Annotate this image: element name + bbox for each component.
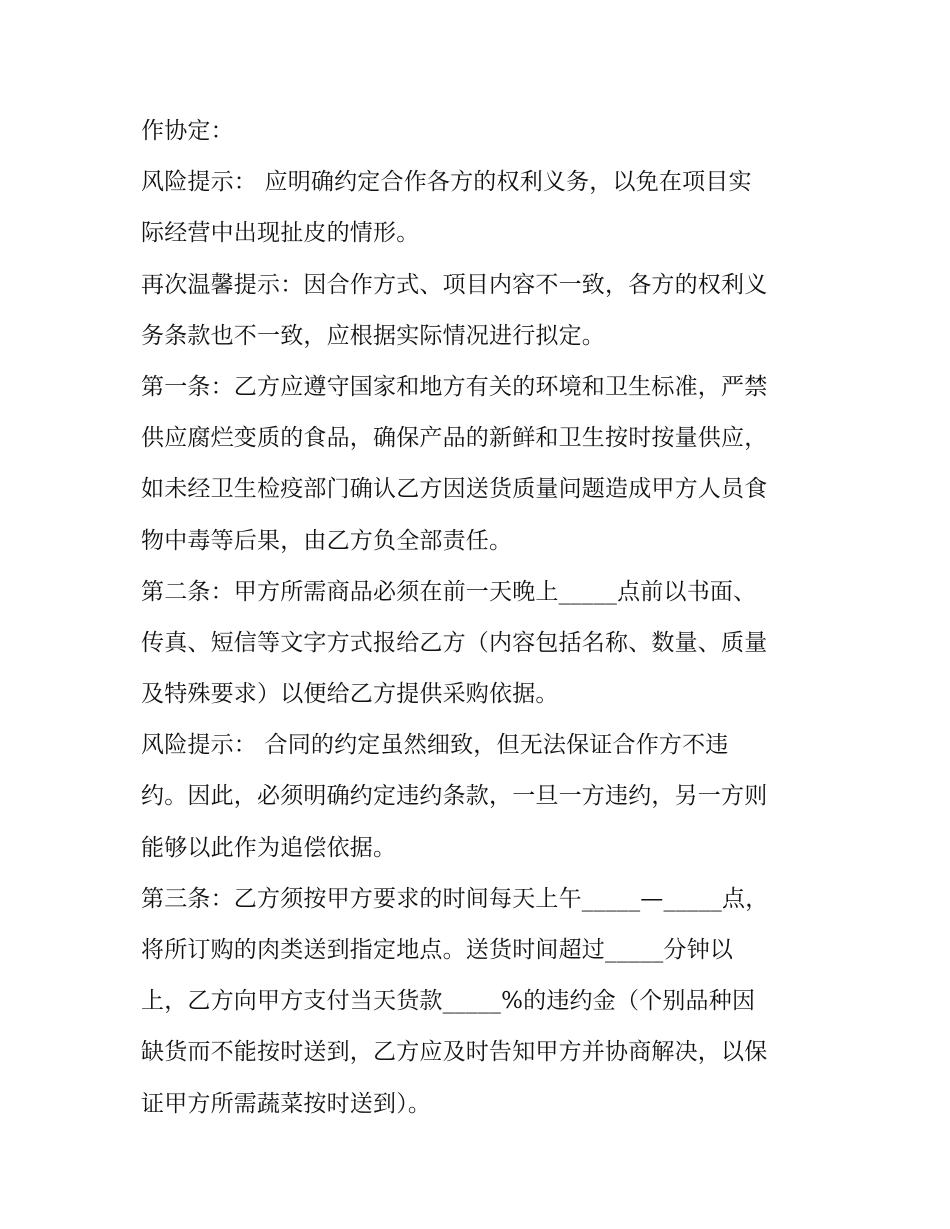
- text-line: 供应腐烂变质的食品，确保产品的新鲜和卫生按时按量供应，: [141, 425, 768, 452]
- text-line: 作协定：: [141, 118, 234, 144]
- text-line: 上，乙方向甲方支付当天货款_____%的违约金（个别品种因: [141, 988, 756, 1015]
- text-line: 如未经卫生检疫部门确认乙方因送货质量问题造成甲方人员食: [141, 476, 768, 503]
- text-line: 第一条：乙方应遵守国家和地方有关的环境和卫生标准，严禁: [141, 373, 768, 400]
- text-line: 第三条：乙方须按甲方要求的时间每天上午_____—_____点，: [141, 885, 769, 912]
- text-line: 务条款也不一致，应根据实际情况进行拟定。: [141, 322, 605, 349]
- text-line: 再次温馨提示：因合作方式、项目内容不一致，各方的权利义: [141, 271, 768, 298]
- text-line: 能够以此作为追偿依据。: [141, 834, 397, 861]
- text-line: 将所订购的肉类送到指定地点。送货时间超过_____分钟以: [141, 937, 734, 963]
- text-line: 风险提示： 合同的约定虽然细致，但无法保证合作方不违: [141, 732, 729, 759]
- text-line: 约。因此，必须明确约定违约条款，一旦一方违约，另一方则: [141, 783, 768, 810]
- text-line: 证甲方所需蔬菜按时送到）。: [141, 1090, 432, 1117]
- text-line: 及特殊要求）以便给乙方提供采购依据。: [141, 681, 559, 708]
- text-line: 风险提示： 应明确约定合作各方的权利义务，以免在项目实: [141, 169, 752, 196]
- text-line: 物中毒等后果，由乙方负全部责任。: [141, 527, 513, 554]
- document-body: [141, 106, 821, 1130]
- text-line: 第二条：甲方所需商品必须在前一天晚上_____点前以书面、: [141, 578, 757, 605]
- text-line: 传真、短信等文字方式报给乙方（内容包括名称、数量、质量: [141, 629, 768, 656]
- text-line: 际经营中出现扯皮的情形。: [141, 220, 420, 247]
- text-line: 缺货而不能按时送到，乙方应及时告知甲方并协商解决，以保: [141, 1039, 768, 1066]
